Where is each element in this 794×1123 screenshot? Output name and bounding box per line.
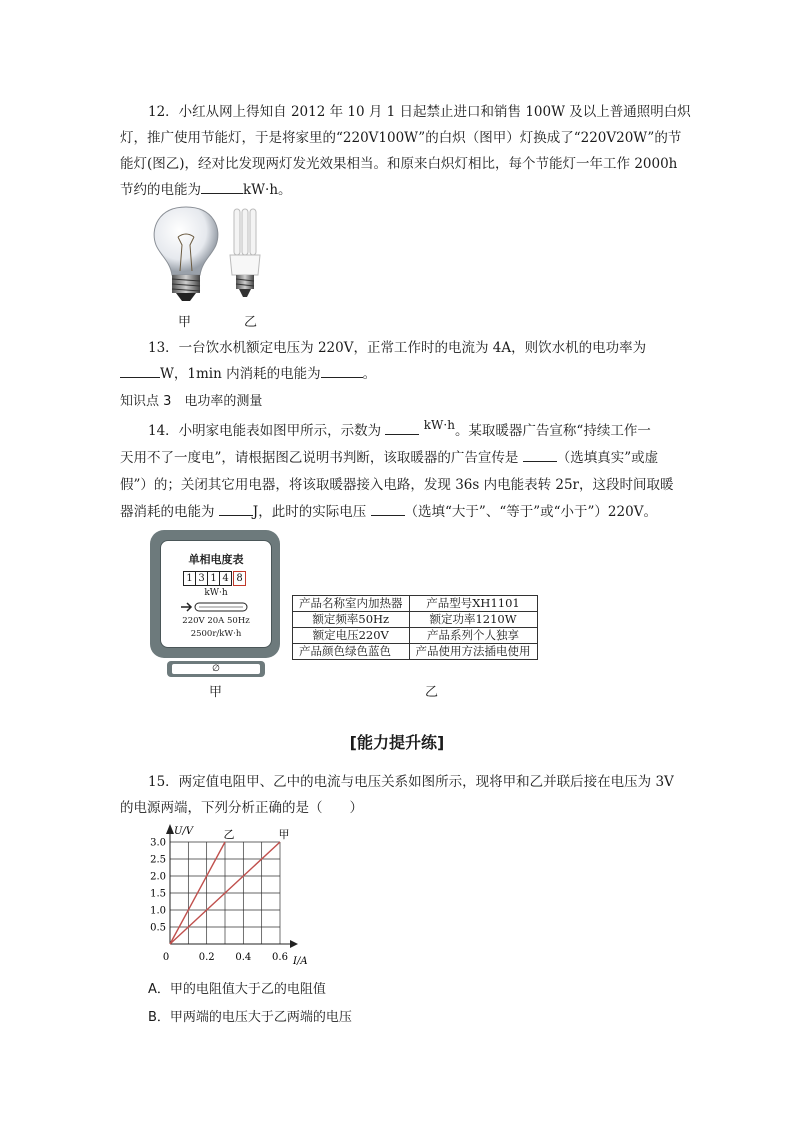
- table-row: [293, 628, 538, 644]
- answer-blank[interactable]: [120, 363, 160, 378]
- meter-digits: [183, 571, 246, 586]
- answer-blank[interactable]: [321, 363, 363, 378]
- option-b[interactable]: B．甲两端的电压大于乙两端的电压: [148, 1010, 352, 1025]
- x-tick-label: 0.6: [272, 952, 288, 963]
- q12-line2: 灯，推广使用节能灯，于是将家里的“220V100W”的白炽（图甲）灯换成了“220V20W”的节: [120, 130, 682, 146]
- option-a[interactable]: A．甲的电阻值大于乙的电阻值: [148, 982, 326, 997]
- bulbs-figure: [150, 205, 280, 313]
- caption-meter: 甲: [209, 685, 223, 700]
- meter-title: 单相电度表: [188, 553, 244, 566]
- answer-blank[interactable]: [385, 420, 419, 435]
- y-tick-label: 3.0: [150, 837, 166, 849]
- meter-digit: 1: [208, 571, 220, 586]
- q14-text: 器消耗的电能为: [120, 504, 215, 520]
- x-axis-arrow-icon: [290, 940, 298, 948]
- q14-text: 天用不了一度电”，请根据图乙说明书判断，该取暖器的广告宣传是: [120, 450, 519, 466]
- q13-line2: [120, 362, 376, 382]
- table-row: [293, 612, 538, 628]
- table-cell: 产品型号XH1101: [409, 596, 537, 612]
- q14-text: 。某取暖器广告宣称“持续工作一: [454, 423, 651, 439]
- q14-line4: [120, 500, 657, 520]
- y-tick-label: 2.5: [150, 854, 166, 866]
- table-row: [293, 596, 538, 612]
- q12-line1: 12．小红从网上得知自 2012 年 10 月 1 日起禁止进口和销售 100W 及以上普通照明白炽: [148, 104, 691, 120]
- meter-spec1: 220V 20A 50Hz: [182, 616, 250, 626]
- series-label: 乙: [223, 828, 235, 841]
- section-title: [能力提升练]: [349, 733, 445, 752]
- chart-lines: [170, 828, 290, 944]
- q14-text: J，此时的实际电压: [252, 504, 367, 520]
- q14-unit: kW·h: [423, 418, 455, 432]
- table-cell: 额定功率1210W: [409, 612, 537, 628]
- caption-yi: 乙: [244, 315, 258, 330]
- q14-text: 14．小明家电能表如图甲所示，示数为: [148, 423, 382, 439]
- q14-line2: [120, 446, 658, 466]
- energy-saving-bulb-icon: [230, 209, 260, 297]
- table-cell: 产品名称室内加热器: [293, 596, 410, 612]
- y-tick-label: 2.0: [150, 871, 166, 883]
- meter-digit: 1: [183, 571, 196, 586]
- series-label: 甲: [278, 828, 290, 841]
- answer-blank[interactable]: [201, 179, 243, 194]
- caption-jia: 甲: [178, 315, 192, 330]
- q12-text: 节约的电能为: [120, 182, 201, 198]
- meter-digit-decimal: 8: [233, 571, 246, 586]
- q15-line2: 的电源两端，下列分析正确的是（ ）: [120, 800, 363, 816]
- spec-table: [292, 595, 538, 660]
- x-axis-label: I/A: [293, 956, 308, 967]
- q12-line4: [120, 178, 292, 198]
- y-tick-label: 1.5: [150, 888, 166, 900]
- meter-disc-arrow-icon: [181, 601, 253, 613]
- x-tick-label: 0.4: [235, 952, 252, 963]
- q12-unit: kW·h。: [243, 182, 292, 198]
- meter-digit: 3: [196, 571, 208, 586]
- table-cell: 产品系列个人独享: [409, 628, 537, 644]
- iu-chart: [140, 822, 340, 972]
- table-cell: 额定频率50Hz: [293, 612, 410, 628]
- meter-plug: [167, 661, 265, 677]
- y-tick-label: 1.0: [150, 905, 166, 917]
- answer-blank[interactable]: [523, 447, 557, 462]
- q14-line3: 假”）的；关闭其它用电器，将该取暖器接入电路，发现 36s 内电能表转 25r，这段时间取暖: [120, 477, 674, 493]
- x-tick-label: 0.2: [198, 952, 215, 963]
- q15-line1: 15．两定值电阻甲、乙中的电流与电压关系如图所示，现将甲和乙并联后接在电压为 3V: [148, 774, 674, 790]
- meter-face: [160, 540, 272, 648]
- meter-spec2: 2500r/kW·h: [190, 629, 242, 639]
- y-tick-label: 0.5: [150, 922, 166, 934]
- q14-text: （选填真实”或虚: [556, 450, 659, 466]
- table-row: [293, 644, 538, 660]
- electricity-meter: [150, 530, 280, 658]
- q12-line3: 能灯(图乙)，经对比发现两灯发光效果相当。和原来白炽灯相比，每个节能灯一年工作 2000h: [120, 156, 678, 172]
- y-axis-label: U/V: [174, 826, 194, 837]
- y-axis-arrow-icon: [166, 824, 174, 834]
- q14-text: （选填“大于”、“等于”或“小于”）220V。: [404, 504, 657, 520]
- q13-end: 。: [362, 366, 377, 382]
- q13-line1: 13．一台饮水机额定电压为 220V，正常工作时的电流为 4A，则饮水机的电功率为: [148, 340, 647, 356]
- table-cell: 额定电压220V: [293, 628, 410, 644]
- caption-table: 乙: [425, 685, 439, 700]
- q13-text: W，1min 内消耗的电能为: [160, 366, 321, 382]
- plug-icon: ∅: [172, 664, 260, 674]
- meter-digit: 4: [220, 571, 232, 586]
- q14-line1: [148, 419, 651, 439]
- answer-blank[interactable]: [219, 501, 253, 516]
- incandescent-bulb-icon: [154, 207, 218, 301]
- section-heading: 知识点 3 电功率的测量: [120, 394, 263, 409]
- table-cell: 产品使用方法插电使用: [409, 644, 537, 660]
- meter-unit: kW·h: [204, 588, 228, 598]
- answer-blank[interactable]: [371, 501, 405, 516]
- x-tick-label: 0: [162, 952, 170, 963]
- table-cell: 产品颜色绿色蓝色: [293, 644, 410, 660]
